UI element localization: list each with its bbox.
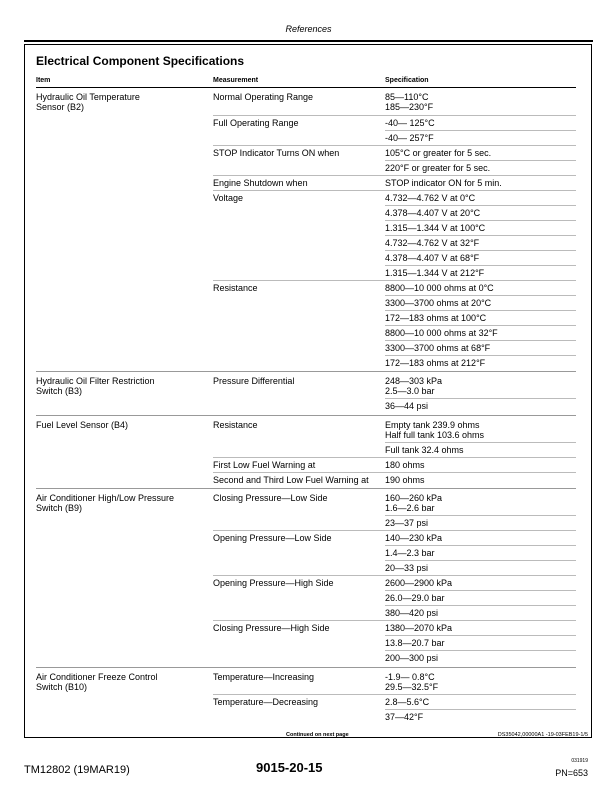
row-specification: 1.315—1.344 V at 212°F [385, 268, 485, 278]
row-divider [385, 635, 576, 636]
row-specification: Full tank 32.4 ohms [385, 445, 464, 455]
row-divider [385, 545, 576, 546]
row-specification: -1.9— 0.8°C 29.5—32.5°F [385, 672, 439, 692]
row-divider [213, 694, 576, 695]
row-divider [385, 220, 576, 221]
page-number: 9015-20-15 [256, 760, 323, 775]
row-specification: 1380—2070 kPa [385, 623, 453, 633]
row-measurement: Normal Operating Range [213, 92, 314, 102]
row-divider [385, 709, 576, 710]
pn-number: PN=653 [555, 768, 588, 778]
row-specification: 200—300 psi [385, 653, 439, 663]
row-measurement: Opening Pressure—Low Side [213, 533, 332, 543]
row-divider [385, 515, 576, 516]
column-header-rule [36, 87, 576, 88]
row-item: Hydraulic Oil Temperature Sensor (B2) [36, 92, 140, 112]
row-specification: 37—42°F [385, 712, 424, 722]
row-measurement: Second and Third Low Fuel Warning at [213, 475, 369, 485]
row-specification: 2600—2900 kPa [385, 578, 453, 588]
print-date: 031919 [571, 758, 588, 764]
row-specification: 2.8—5.6°C [385, 697, 430, 707]
row-specification: 20—33 psi [385, 563, 429, 573]
row-specification: 1.315—1.344 V at 100°C [385, 223, 486, 233]
row-specification: -40— 257°F [385, 133, 434, 143]
row-specification: 36—44 psi [385, 401, 429, 411]
continued-note: Continued on next page [286, 732, 349, 738]
document-code: DS35042,00000A1 -19-03FEB19-1/5 [497, 732, 588, 738]
manual-number: TM12802 (19MAR19) [24, 764, 130, 776]
running-header: References [285, 24, 332, 34]
row-divider [385, 325, 576, 326]
row-divider [385, 560, 576, 561]
row-divider [213, 620, 576, 621]
row-measurement: Closing Pressure—Low Side [213, 493, 328, 503]
row-divider [385, 250, 576, 251]
row-measurement: Resistance [213, 283, 258, 293]
row-divider [385, 265, 576, 266]
row-measurement: Temperature—Decreasing [213, 697, 319, 707]
row-divider [385, 442, 576, 443]
row-measurement: Closing Pressure—High Side [213, 623, 330, 633]
row-specification: Empty tank 239.9 ohms Half full tank 103.6 ohms [385, 420, 485, 440]
row-specification: 220°F or greater for 5 sec. [385, 163, 491, 173]
row-divider [385, 340, 576, 341]
row-item: Air Conditioner High/Low Pressure Switch (B9) [36, 493, 175, 513]
row-measurement: Full Operating Range [213, 118, 299, 128]
row-divider [213, 280, 576, 281]
row-divider [213, 457, 576, 458]
header-rule [24, 40, 593, 42]
row-specification: 4.378—4.407 V at 20°C [385, 208, 481, 218]
row-divider [213, 530, 576, 531]
row-specification: 8800—10 000 ohms at 32°F [385, 328, 498, 338]
row-specification: 180 ohms [385, 460, 425, 470]
row-item: Air Conditioner Freeze Control Switch (B10) [36, 672, 158, 692]
row-measurement: Temperature—Increasing [213, 672, 315, 682]
row-specification: 190 ohms [385, 475, 425, 485]
row-specification: -40— 125°C [385, 118, 435, 128]
row-specification: 380—420 psi [385, 608, 439, 618]
row-divider [385, 605, 576, 606]
item-divider [36, 371, 576, 372]
row-specification: 4.732—4.762 V at 0°C [385, 193, 476, 203]
row-divider [213, 575, 576, 576]
row-specification: 105°C or greater for 5 sec. [385, 148, 492, 158]
row-specification: 1.4—2.3 bar [385, 548, 435, 558]
row-divider [385, 398, 576, 399]
item-divider [36, 488, 576, 489]
row-specification: 140—230 kPa [385, 533, 443, 543]
row-specification: 3300—3700 ohms at 68°F [385, 343, 491, 353]
row-specification: 3300—3700 ohms at 20°C [385, 298, 492, 308]
row-specification: 248—303 kPa 2.5—3.0 bar [385, 376, 443, 396]
column-header-measurement: Measurement [213, 77, 259, 84]
row-specification: 85—110°C 185—230°F [385, 92, 434, 112]
row-specification: STOP indicator ON for 5 min. [385, 178, 502, 188]
row-measurement: Engine Shutdown when [213, 178, 308, 188]
row-divider [385, 235, 576, 236]
row-divider [385, 160, 576, 161]
row-specification: 172—183 ohms at 100°C [385, 313, 487, 323]
row-specification: 13.8—20.7 bar [385, 638, 445, 648]
item-divider [36, 415, 576, 416]
item-divider [36, 667, 576, 668]
row-divider [385, 130, 576, 131]
column-header-item: Item [36, 77, 51, 84]
row-specification: 4.378—4.407 V at 68°F [385, 253, 480, 263]
row-measurement: Pressure Differential [213, 376, 295, 386]
row-specification: 160—260 kPa 1.6—2.6 bar [385, 493, 443, 513]
row-specification: 4.732—4.762 V at 32°F [385, 238, 480, 248]
row-item: Hydraulic Oil Filter Restriction Switch (B3) [36, 376, 155, 396]
row-item: Fuel Level Sensor (B4) [36, 420, 129, 430]
row-divider [213, 175, 576, 176]
row-measurement: First Low Fuel Warning at [213, 460, 316, 470]
row-measurement: Voltage [213, 193, 244, 203]
row-specification: 26.0—29.0 bar [385, 593, 445, 603]
row-specification: 8800—10 000 ohms at 0°C [385, 283, 494, 293]
row-divider [385, 355, 576, 356]
row-specification: 23—37 psi [385, 518, 429, 528]
row-divider [385, 590, 576, 591]
row-divider [213, 472, 576, 473]
row-measurement: Resistance [213, 420, 258, 430]
row-measurement: STOP Indicator Turns ON when [213, 148, 340, 158]
row-divider [213, 115, 576, 116]
row-divider [213, 190, 576, 191]
row-divider [213, 145, 576, 146]
row-divider [385, 295, 576, 296]
row-divider [385, 310, 576, 311]
column-header-specification: Specification [385, 77, 429, 84]
row-measurement: Opening Pressure—High Side [213, 578, 334, 588]
row-specification: 172—183 ohms at 212°F [385, 358, 486, 368]
row-divider [385, 205, 576, 206]
section-title: Electrical Component Specifications [36, 54, 245, 68]
row-divider [385, 650, 576, 651]
